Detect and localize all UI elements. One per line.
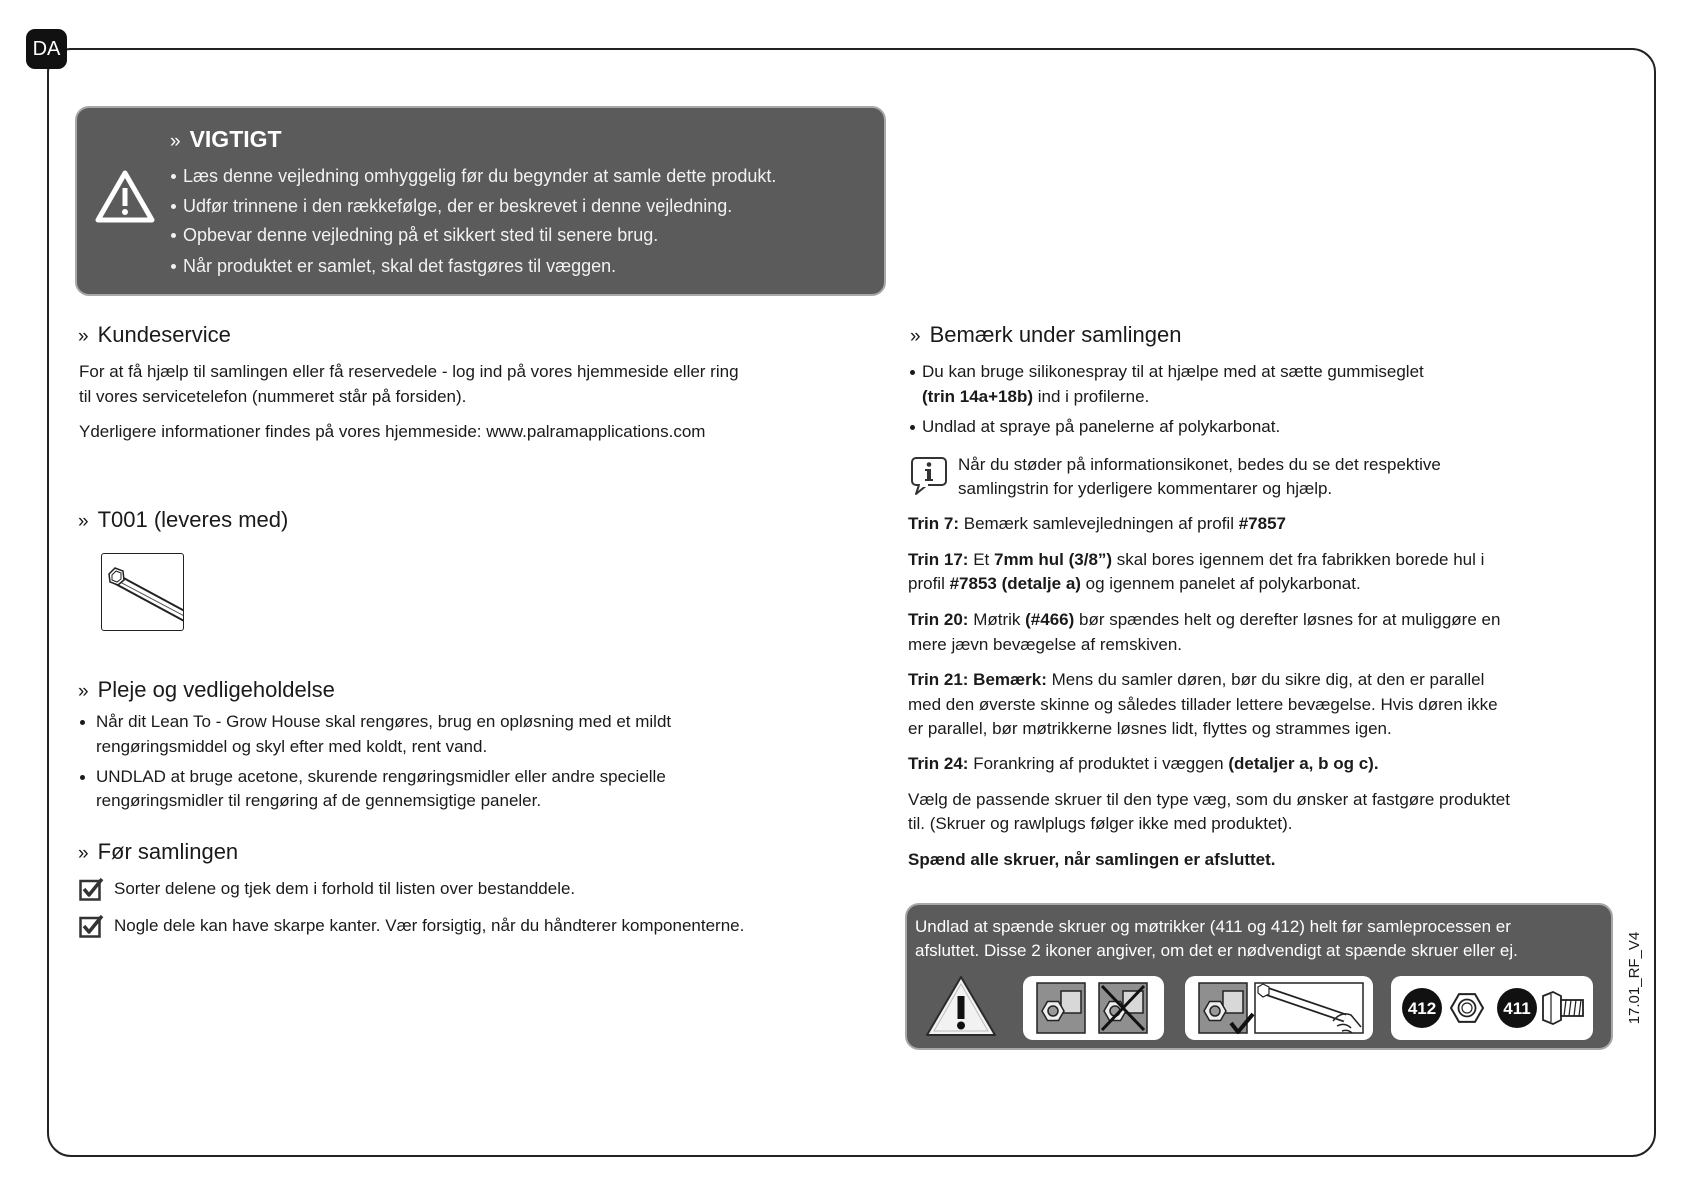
important-bullet: Læs denne vejledning omhyggelig før du begynder at samle dette produkt. <box>183 166 777 186</box>
step-label: Trin 17: <box>908 550 969 569</box>
customer-service-heading <box>78 321 231 351</box>
important-title-text: VIGTIGT <box>189 126 282 152</box>
bullet-dot <box>910 425 915 430</box>
section-marker: » <box>78 681 89 702</box>
tighten-icons-box <box>1185 976 1373 1040</box>
bullet-dot <box>910 370 915 375</box>
step-label: Trin 20: <box>908 610 969 629</box>
section-marker: » <box>910 326 921 347</box>
step-text: profil <box>908 574 950 593</box>
customer-service-text-line: For at få hjælp til samlingen eller få reservedele - log ind på vores hjemmeside eller ring <box>79 362 739 381</box>
checkbox-checked-icon <box>79 913 104 938</box>
customer-service-text-line: til vores servicetelefon (nummeret står på forsiden). <box>79 387 467 406</box>
tightening-warning-line: Undlad at spænde skruer og møtrikker (411 og 412) helt før samleprocessen er <box>915 917 1511 936</box>
important-bullet: Udfør trinnene i den rækkefølge, der er beskrevet i denne vejledning. <box>183 196 733 216</box>
hex-key-in-hand-icon <box>1255 983 1363 1033</box>
document-version-code: 17.01_RF_V4 <box>1626 931 1643 1025</box>
important-notice-panel <box>75 106 886 296</box>
tool-heading <box>78 506 288 536</box>
part-412-badge <box>1402 988 1442 1028</box>
care-heading <box>78 676 335 706</box>
info-note-line: samlingstrin for yderligere kommentarer og hjælp. <box>958 479 1333 498</box>
bullet-dot <box>171 204 176 209</box>
screws-note-line: Vælg de passende skruer til den type væg, som du ønsker at fastgøre produktet <box>908 790 1510 809</box>
checkbox-checked-icon <box>79 876 104 901</box>
important-bullet: Når produktet er samlet, skal det fastgøres til væggen. <box>183 256 617 276</box>
bullet-dot <box>171 264 176 269</box>
section-marker: » <box>78 511 89 532</box>
warning-triangle-icon <box>94 168 156 224</box>
step-text: Møtrik <box>968 610 1026 629</box>
more-info-text: Yderligere informationer findes på vores hjemmeside: www.palramapplications.com <box>79 422 706 441</box>
important-title <box>170 125 282 156</box>
nut-icon <box>1451 994 1483 1022</box>
part-number-icons-box <box>1391 976 1593 1040</box>
before-assembly-heading-text: Før samlingen <box>97 839 239 864</box>
info-note-line: Når du støder på informationsikonet, bedes du se det respektive <box>958 455 1441 474</box>
before-assembly-heading <box>78 838 238 868</box>
language-badge: DA <box>26 29 67 69</box>
care-bullet-line: rengøringsmidler til rengøring af de gennemsigtige paneler. <box>96 791 542 810</box>
step-20-note-line: mere jævn bevægelse af remskiven. <box>908 635 1183 654</box>
step-label: Trin 21: Bemærk: <box>908 670 1047 689</box>
care-heading-text: Pleje og vedligeholdelse <box>97 677 335 702</box>
assembly-note-line <box>922 385 1149 409</box>
step-text: Bemærk samlevejledningen af profil <box>959 514 1239 533</box>
bullet-dot <box>171 174 176 179</box>
do-not-tighten-icons-box <box>1023 976 1164 1040</box>
step-text: Mens du samler døren, bør du sikre dig, at den er parallel <box>1046 670 1485 689</box>
care-bullet-line: UNDLAD at bruge acetone, skurende rengøringsmidler eller andre specielle <box>96 767 666 786</box>
step-label: Trin 7: <box>908 514 960 533</box>
tool-heading-text: T001 (leveres med) <box>97 507 289 532</box>
step-7-note <box>908 512 1286 536</box>
nut-bolt-crossed-out-icon <box>1099 983 1147 1033</box>
screws-note-line: til. (Skruer og rawlplugs følger ikke med produktet). <box>908 814 1293 833</box>
section-marker: » <box>78 326 89 347</box>
nut-bolt-checked-icon <box>1199 983 1253 1033</box>
part-number-411: 411 <box>1503 999 1531 1018</box>
step-21-note-line <box>908 668 1484 692</box>
step-label: Trin 24: <box>908 754 969 773</box>
final-tighten-note: Spænd alle skruer, når samlingen er afsluttet. <box>908 850 1276 869</box>
step-text: Et <box>968 550 994 569</box>
important-bullet: Opbevar denne vejledning på et sikkert sted til senere brug. <box>183 225 659 245</box>
checklist-item: Nogle dele kan have skarpe kanter. Vær forsigtig, når du håndterer komponenterne. <box>114 916 745 935</box>
step-text: bør spændes helt og derefter løsnes for at muliggøre en <box>1074 610 1501 629</box>
bullet-dot <box>171 233 176 238</box>
step-21-note-line: med den øverste skinne og således tillader lettere bevægelse. Hvis døren ikke <box>908 695 1498 714</box>
profile-reference: #7857 <box>1238 514 1286 533</box>
profile-reference: #7853 (detalje a) <box>949 574 1081 593</box>
info-icon <box>910 456 949 497</box>
care-bullet-line: Når dit Lean To - Grow House skal rengøres, brug en opløsning med et mildt <box>96 712 672 731</box>
tool-t001-image <box>101 553 184 631</box>
hole-size: 7mm hul (3/8”) <box>993 550 1113 569</box>
step-text: skal bores igennem det fra fabrikken borede hul i <box>1112 550 1485 569</box>
step-21-note-line: er parallel, bør møtrikkerne løsnes lidt, flyttes og strammes igen. <box>908 719 1392 738</box>
assembly-notes-heading-text: Bemærk under samlingen <box>929 322 1182 347</box>
checklist-item: Sorter delene og tjek dem i forhold til listen over bestanddele. <box>114 879 576 898</box>
step-17-note-line <box>908 548 1484 572</box>
detail-reference: (detaljer a, b og c). <box>1228 754 1379 773</box>
step-24-note <box>908 752 1379 776</box>
nut-bolt-icon <box>1037 983 1085 1033</box>
part-reference: (#466) <box>1025 610 1075 629</box>
tightening-warning-panel <box>905 903 1613 1050</box>
step-reference: (trin 14a+18b) <box>922 387 1034 406</box>
assembly-notes-heading <box>910 321 1181 351</box>
bullet-dot <box>80 775 85 780</box>
assembly-note-line: Undlad at spraye på panelerne af polykarbonat. <box>922 417 1281 436</box>
warning-triangle-icon <box>924 974 998 1038</box>
section-marker: » <box>78 843 89 864</box>
step-text: Forankring af produktet i væggen <box>968 754 1229 773</box>
section-marker: » <box>170 131 181 152</box>
hex-key-icon <box>102 554 184 631</box>
step-17-note-line <box>908 572 1361 596</box>
bolt-icon <box>1543 992 1583 1024</box>
part-411-badge <box>1497 988 1537 1028</box>
step-20-note-line <box>908 608 1500 632</box>
tightening-warning-line: afsluttet. Disse 2 ikoner angiver, om det er nødvendigt at spænde skruer eller ej. <box>915 941 1518 960</box>
care-bullet-line: rengøringsmiddel og skyl efter med koldt, rent vand. <box>96 737 488 756</box>
note-text: ind i profilerne. <box>1033 387 1150 406</box>
bullet-dot <box>80 720 85 725</box>
assembly-note-line: Du kan bruge silikonespray til at hjælpe med at sætte gummiseglet <box>922 362 1424 381</box>
part-number-412: 412 <box>1407 999 1437 1018</box>
step-text: og igennem panelet af polykarbonat. <box>1080 574 1361 593</box>
customer-service-heading-text: Kundeservice <box>97 322 231 347</box>
